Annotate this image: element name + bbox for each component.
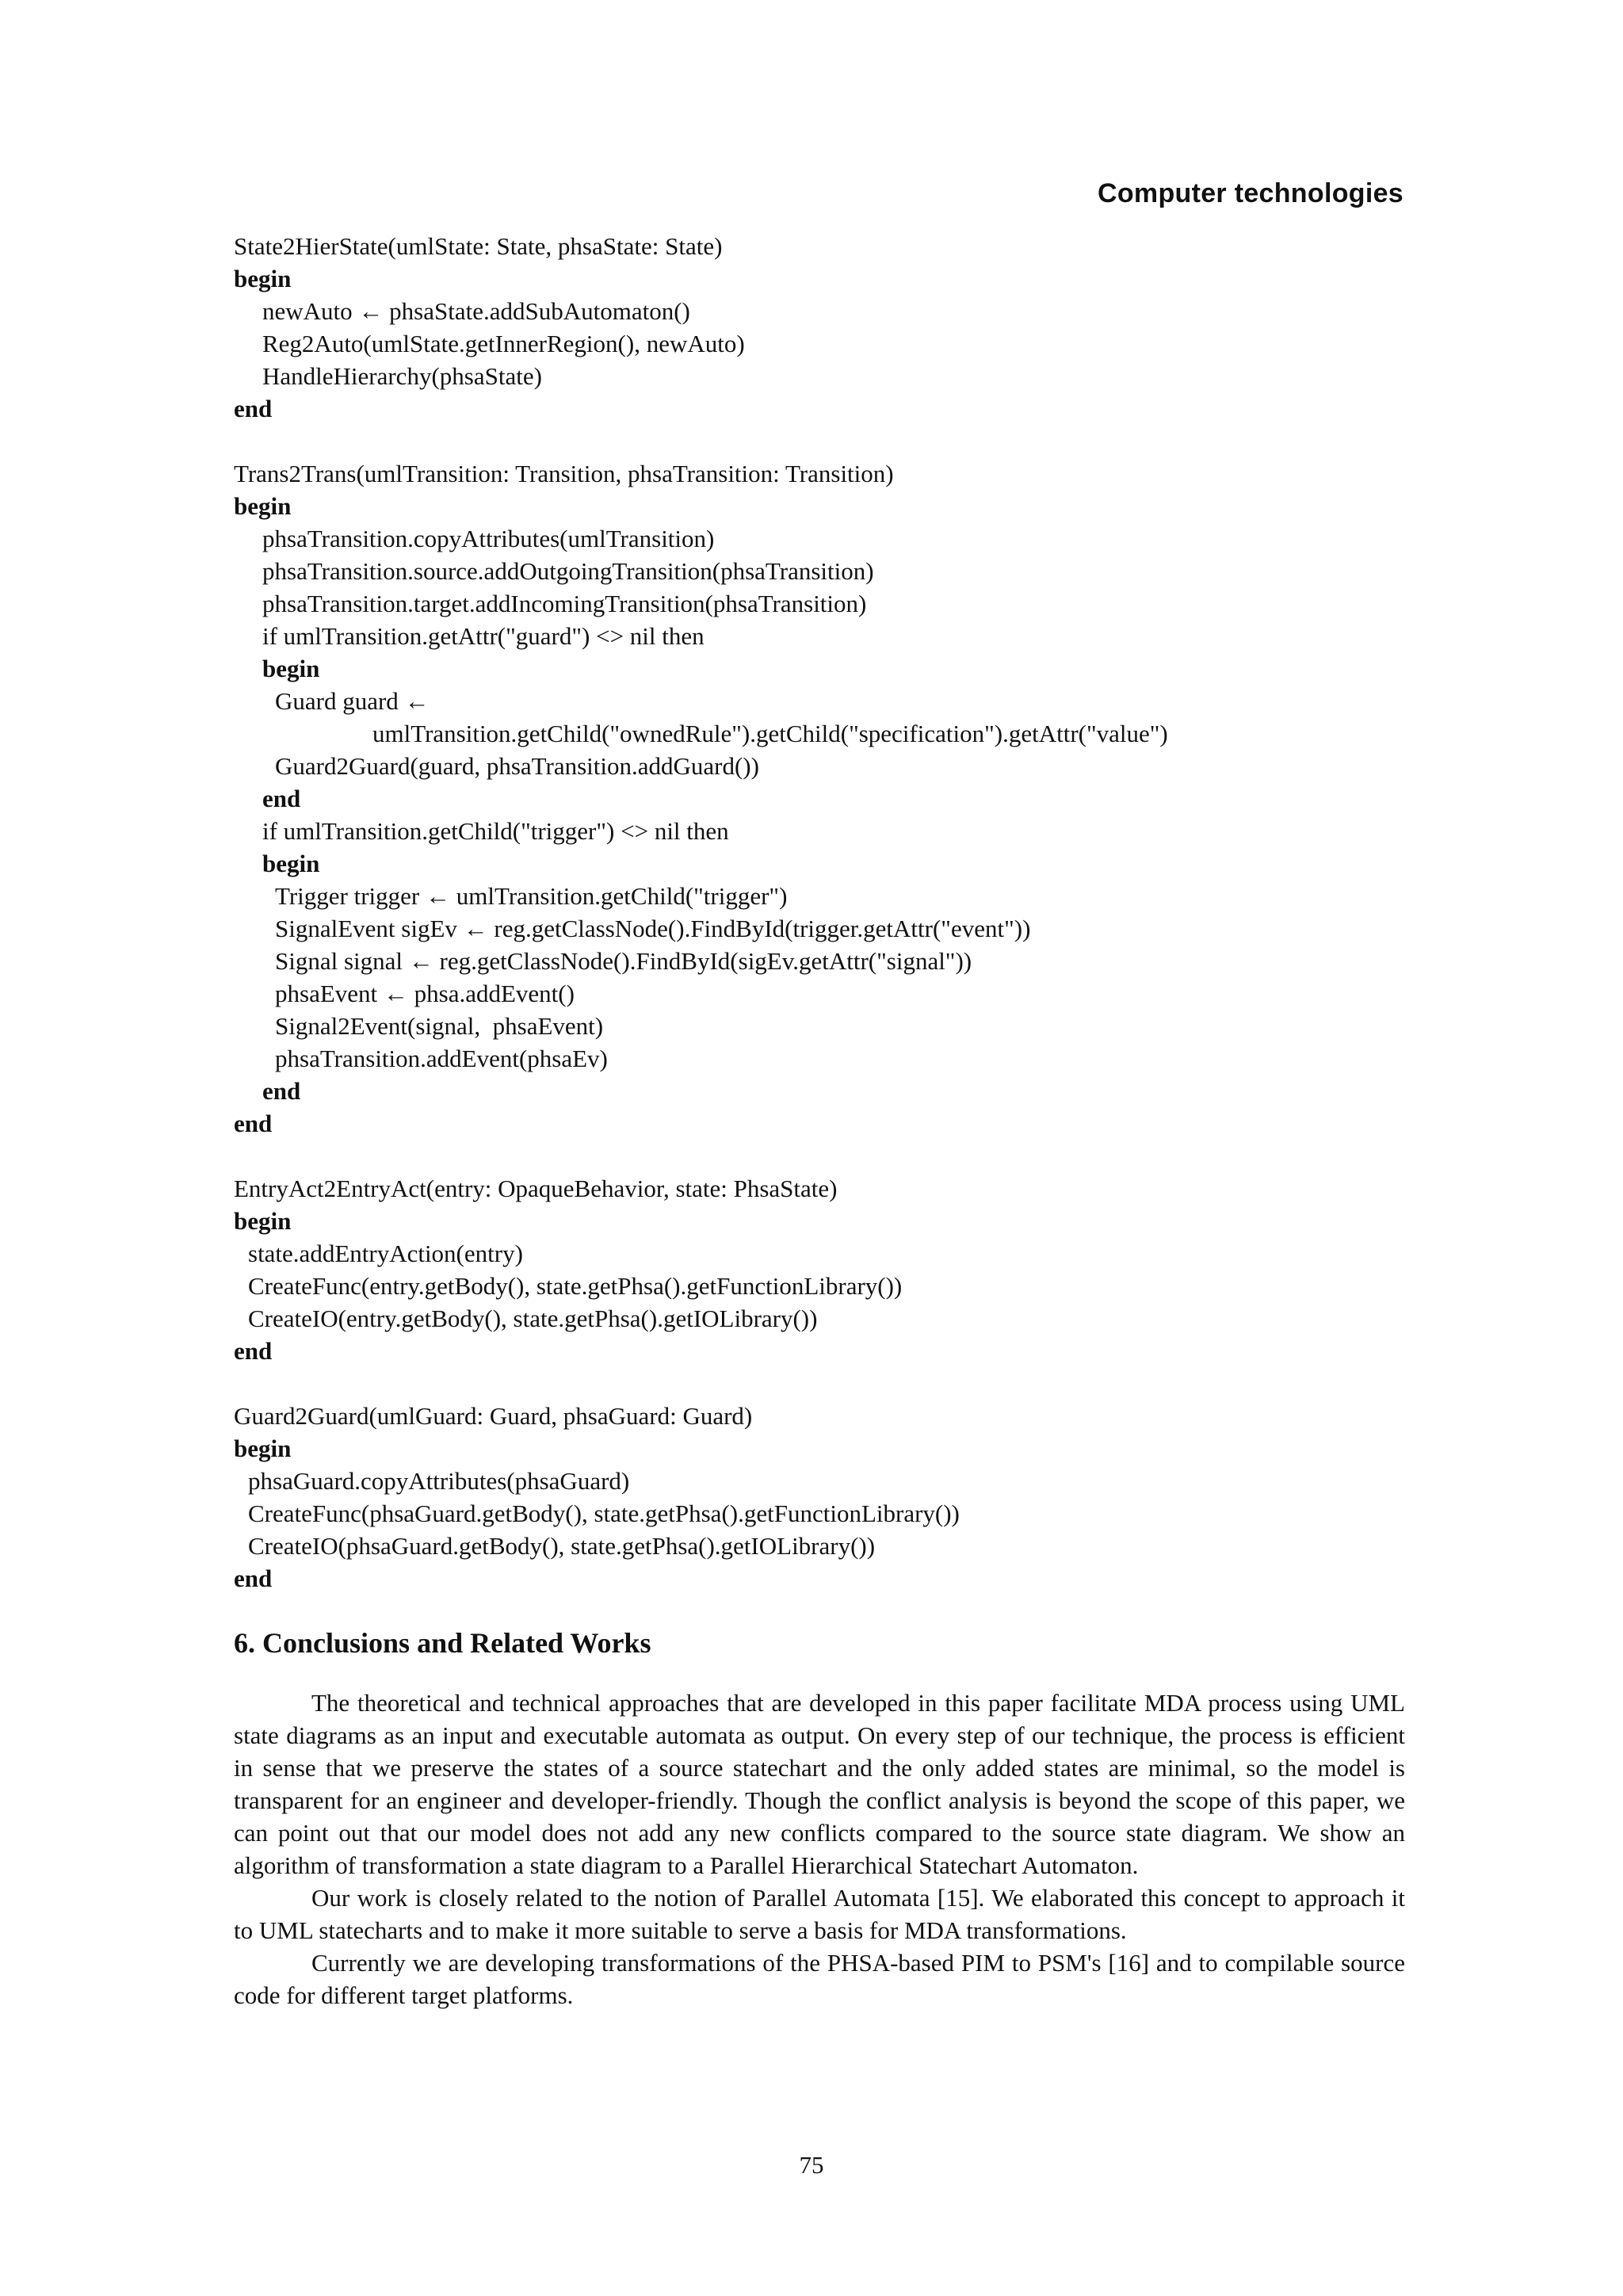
code-keyword-line: begin xyxy=(234,265,292,292)
code-block xyxy=(234,230,1407,425)
code-line: HandleHierarchy(phsaState) xyxy=(262,362,542,390)
code-line: State2HierState(umlState: State, phsaState: State) xyxy=(234,232,723,260)
running-header: Computer technologies xyxy=(1098,178,1403,208)
code-keyword-line: end xyxy=(234,1564,273,1592)
code-line: state.addEntryAction(entry) xyxy=(248,1240,523,1267)
code-line: EntryAct2EntryAct(entry: OpaqueBehavior, state: PhsaState) xyxy=(234,1175,838,1202)
code-line: CreateFunc(entry.getBody(), state.getPhsa().getFunctionLibrary()) xyxy=(248,1272,903,1300)
code-line: phsaTransition.copyAttributes(umlTransition) xyxy=(262,525,715,552)
code-keyword-line: end xyxy=(234,1110,273,1137)
code-line: CreateIO(entry.getBody(), state.getPhsa().getIOLibrary()) xyxy=(248,1305,818,1332)
code-line: Guard2Guard(guard, phsaTransition.addGuard()) xyxy=(275,752,759,780)
code-line: Signal2Event(signal, phsaEvent) xyxy=(275,1012,604,1040)
code-line: Reg2Auto(umlState.getInnerRegion(), newAuto) xyxy=(262,330,745,357)
code-line: phsaTransition.addEvent(phsaEv) xyxy=(275,1045,608,1072)
code-line: Trigger trigger ← umlTransition.getChild("trigger") xyxy=(275,882,788,910)
code-keyword-line: begin xyxy=(234,1435,292,1462)
section-body xyxy=(234,1687,1405,2011)
code-block xyxy=(234,1172,1407,1367)
code-line: Trans2Trans(umlTransition: Transition, phsaTransition: Transition) xyxy=(234,460,894,487)
code-keyword-line: end xyxy=(234,395,273,422)
code-line: CreateFunc(phsaGuard.getBody(), state.getPhsa().getFunctionLibrary()) xyxy=(248,1499,960,1527)
code-line: phsaTransition.target.addIncomingTransition(phsaTransition) xyxy=(262,590,867,617)
code-block-gap xyxy=(234,1367,1407,1400)
code-line: phsaTransition.source.addOutgoingTransition(phsaTransition) xyxy=(262,557,874,585)
code-block xyxy=(234,457,1407,1140)
code-block xyxy=(234,1400,1407,1595)
code-block-gap xyxy=(234,1140,1407,1172)
paragraph: The theoretical and technical approaches that are developed in this paper facilitate MDA process using UML state diagrams as an input and executable automata as output. On every step of our technique, the process is efficient in sense that we preserve the states of a source statechart and the only added states are minimal, so the model is transparent for an engineer and developer-friendly. Though the conflict analysis is beyond the scope of this paper, we can point out that our model does not add any new conflicts compared to the source state diagram. We show an algorithm of transformation a state diagram to a Parallel Hierarchical Statechart Automaton. xyxy=(234,1689,1405,1879)
code-line: phsaGuard.copyAttributes(phsaGuard) xyxy=(248,1467,630,1495)
paragraph: Our work is closely related to the notion of Parallel Automata [15]. We elaborated this concept to approach it to UML statecharts and to make it more suitable to serve a basis for MDA transformations. xyxy=(234,1884,1405,1944)
code-line: phsaEvent ← phsa.addEvent() xyxy=(275,980,575,1007)
code-line: if umlTransition.getChild("trigger") <> nil then xyxy=(262,817,729,845)
section-heading: 6. Conclusions and Related Works xyxy=(234,1627,651,1659)
code-keyword-line: begin xyxy=(262,850,320,877)
code-line: SignalEvent sigEv ← reg.getClassNode().FindById(trigger.getAttr("event")) xyxy=(275,915,1031,942)
code-keyword-line: end xyxy=(262,1077,301,1105)
code-line: newAuto ← phsaState.addSubAutomaton() xyxy=(262,297,690,325)
code-line: Guard2Guard(umlGuard: Guard, phsaGuard: Guard) xyxy=(234,1402,753,1430)
code-keyword-line: end xyxy=(234,1337,273,1365)
paragraph: Currently we are developing transformations of the PHSA-based PIM to PSM's [16] and to compilable source code for different target platforms. xyxy=(234,1949,1405,2009)
code-keyword-line: end xyxy=(262,785,301,812)
code-keyword-line: begin xyxy=(262,655,320,682)
page-number: 75 xyxy=(799,2151,824,2179)
code-line: Signal signal ← reg.getClassNode().FindById(sigEv.getAttr("signal")) xyxy=(275,947,972,975)
code-block-gap xyxy=(234,425,1407,457)
code-keyword-line: begin xyxy=(234,492,292,520)
code-line: umlTransition.getChild("ownedRule").getChild("specification").getAttr("value") xyxy=(372,720,1168,747)
code-line: CreateIO(phsaGuard.getBody(), state.getPhsa().getIOLibrary()) xyxy=(248,1532,876,1560)
code-line: if umlTransition.getAttr("guard") <> nil then xyxy=(262,622,705,650)
pseudocode-listing xyxy=(234,230,1407,1595)
code-keyword-line: begin xyxy=(234,1207,292,1235)
code-line: Guard guard ← xyxy=(275,687,430,715)
